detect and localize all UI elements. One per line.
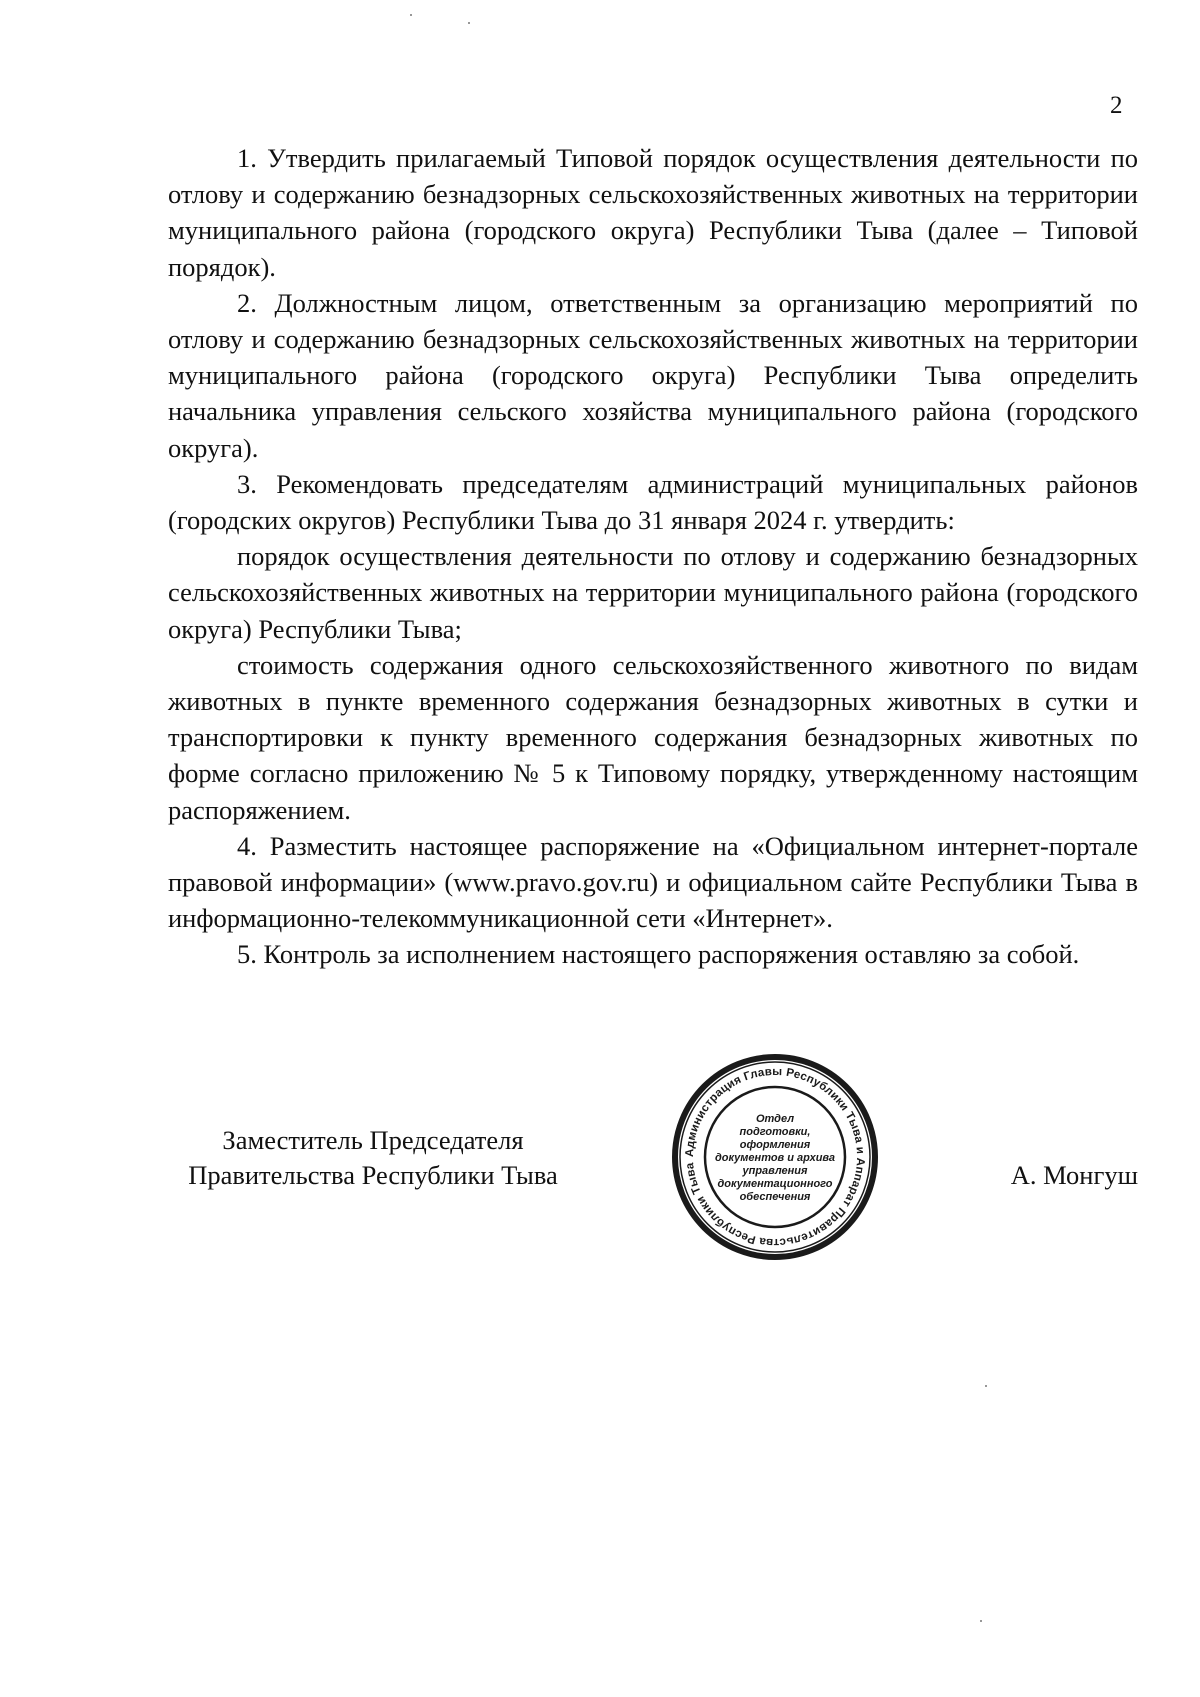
paragraph-3: 3. Рекомендовать председателям администраций муниципальных районов (городских округов) Республики Тыва до 31 января 2024 г. утвердить: (168, 468, 1138, 536)
seal-center-line-3: оформления (739, 1139, 811, 1151)
paragraph-3-item-2: стоимость содержания одного сельскохозяйственного животного по видам животных в пункте временного содержания безнадзорных животных в сутки и транспортировки к пункту временного содержания безнадзорных животных по форме согласно приложению № 5 к Типовому порядку, утвержденному настоящим распоряжением. (168, 649, 1138, 825)
paragraph-1: 1. Утвердить прилагаемый Типовой порядок осуществления деятельности по отлову и содержанию безнадзорных сельскохозяйственных животных на территории муниципального района (городского округа) Республики Тыва (далее – Типовой порядок). (168, 143, 1138, 282)
seal-center-line-7: обеспечения (739, 1191, 811, 1203)
seal-center-line-1: Отдел (755, 1113, 795, 1125)
signature-block (168, 1123, 1138, 1243)
paragraph-4: 4. Разместить настоящее распоряжение на «Официальном интернет-портале правовой информации» (www.pravo.gov.ru) и официальном сайте Республики Тыва в информационно-телекоммуникационной сети «Интернет». (168, 830, 1138, 934)
document-body (168, 140, 1138, 973)
scan-speck (468, 22, 470, 24)
signer-name: А. Монгуш (1010, 1160, 1138, 1190)
scan-speck (985, 1385, 987, 1387)
official-seal (670, 1052, 880, 1262)
seal-center-line-4: документов и архива (714, 1152, 836, 1164)
scan-speck (980, 1620, 982, 1622)
paragraph-2: 2. Должностным лицом, ответственным за организацию мероприятий по отлову и содержанию безнадзорных сельскохозяйственных животных на территории муниципального района (городского округа) Республики Тыва определить начальника управления сельского хозяйства муниципального района (городского округа). (168, 287, 1138, 463)
page-number: 2 (1110, 92, 1123, 119)
seal-center-line-5: управления (742, 1165, 808, 1177)
seal-center-line-2: подготовки, (739, 1126, 811, 1138)
seal-ring-text: Администрация Главы Республики Тыва и Аппарат Правительства Республики Тыва (683, 1065, 867, 1249)
signer-position-line-2: Правительства Республики Тыва (188, 1160, 558, 1190)
paragraph-5: 5. Контроль за исполнением настоящего распоряжения оставляю за собой. (237, 939, 1080, 970)
paragraph-3-item-1: порядок осуществления деятельности по отлову и содержанию безнадзорных сельскохозяйственных животных на территории муниципального района (городского округа) Республики Тыва; (168, 541, 1138, 644)
signer-position-line-1: Заместитель Председателя (222, 1125, 524, 1155)
signer-position (168, 1123, 578, 1193)
scan-speck (410, 14, 412, 16)
seal-center-text (715, 1113, 835, 1203)
seal-center-line-6: документационного (717, 1178, 833, 1190)
